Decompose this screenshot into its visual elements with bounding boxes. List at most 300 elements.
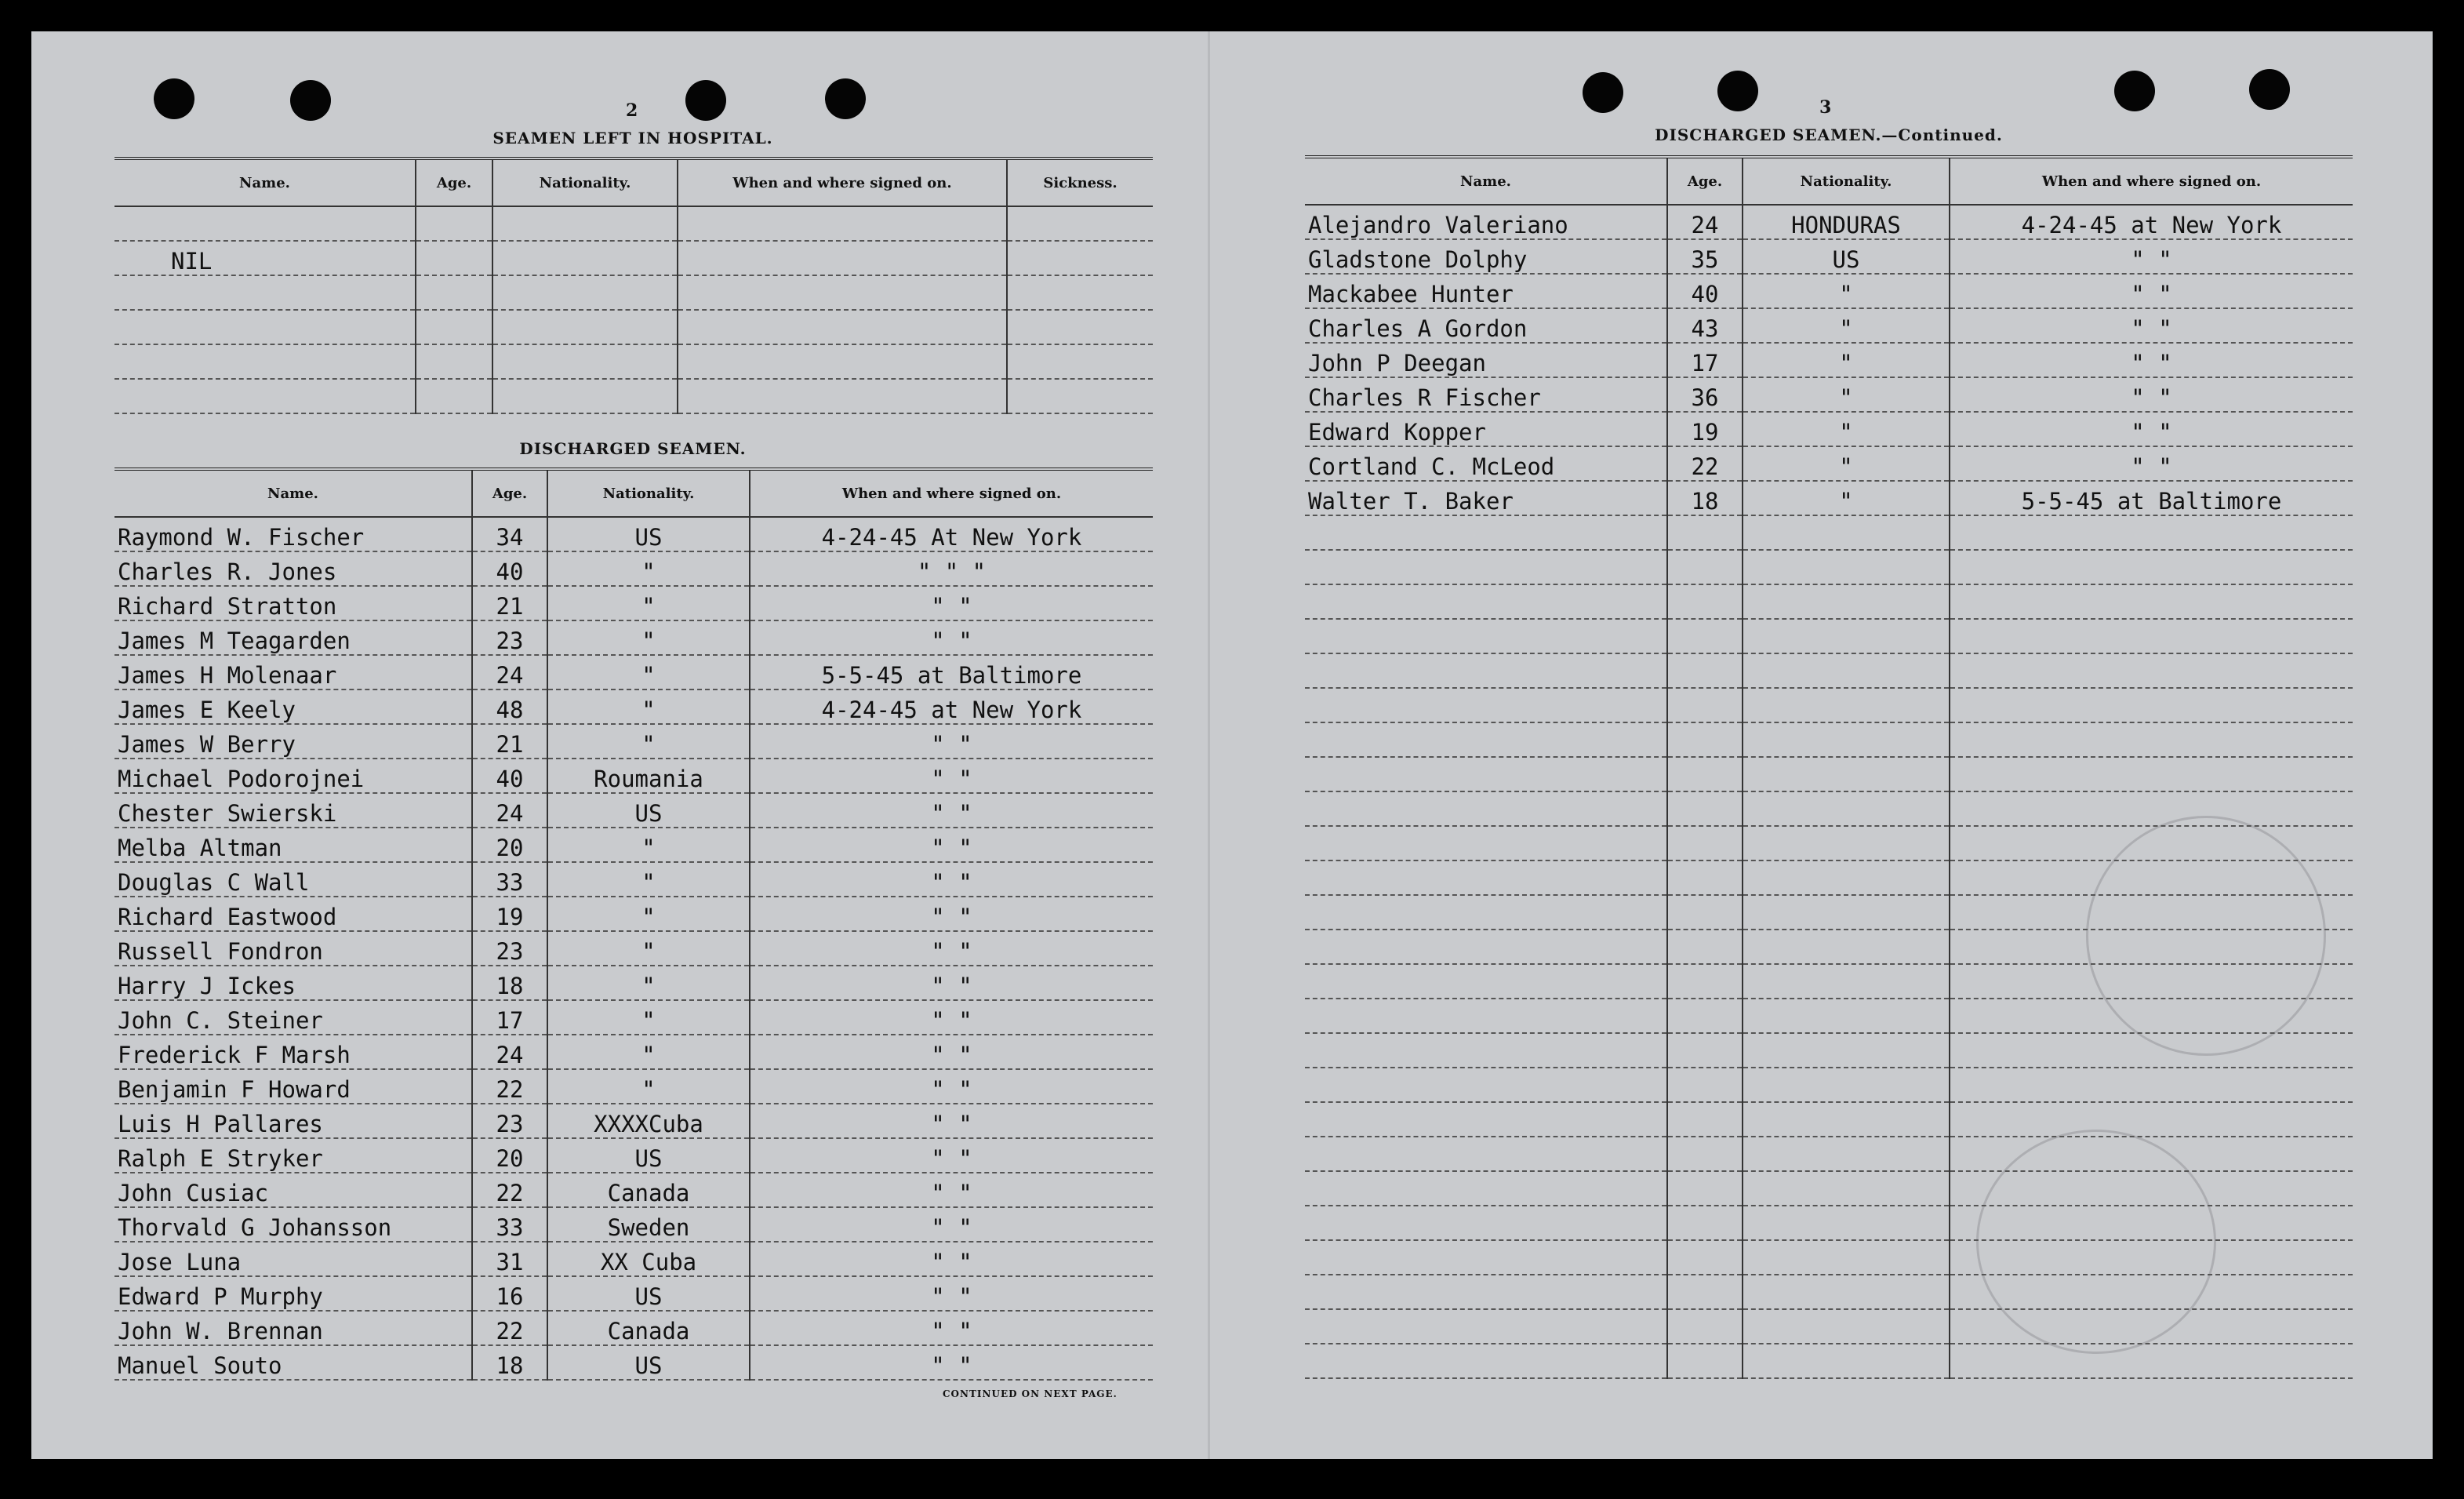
hospital-section-title: SEAMEN LEFT IN HOSPITAL. <box>492 129 773 147</box>
blank-cell <box>1743 1206 1950 1240</box>
seaman-age: 40 <box>472 551 547 586</box>
hospital-row <box>114 241 1153 275</box>
hospital-header-sickness: Sickness. <box>1007 158 1153 206</box>
seaman-age: 40 <box>472 759 547 793</box>
seaman-signed: " " <box>1950 239 2353 274</box>
seaman-row <box>114 793 1153 828</box>
hospital-row <box>114 344 1153 379</box>
blank-cell <box>1743 722 1950 757</box>
seaman-name: James H Molenaar <box>114 655 472 689</box>
blank-row <box>1305 584 2353 619</box>
seaman-nationality: " <box>1743 274 1950 308</box>
seaman-name: James E Keely <box>114 689 472 724</box>
blank-row <box>1305 930 2353 964</box>
seaman-signed: " " <box>750 931 1153 966</box>
blank-cell <box>1305 584 1667 619</box>
seaman-nationality: " <box>547 828 750 862</box>
seaman-age: 33 <box>472 862 547 897</box>
discharged-header-age: Age. <box>472 469 547 517</box>
blank-row <box>1305 1171 2353 1206</box>
blank-cell <box>1950 930 2353 964</box>
blank-cell <box>1950 619 2353 653</box>
blank-cell <box>1743 964 1950 999</box>
seaman-name: Edward P Murphy <box>114 1276 472 1311</box>
seaman-row <box>114 1069 1153 1104</box>
seaman-row <box>114 586 1153 620</box>
seaman-age: 21 <box>472 724 547 759</box>
blank-row <box>1305 688 2353 722</box>
blank-row <box>1305 1102 2353 1137</box>
seaman-nationality: " <box>547 724 750 759</box>
blank-cell <box>1305 1344 1667 1378</box>
blank-row <box>1305 619 2353 653</box>
blank-row <box>1305 550 2353 584</box>
seaman-nationality: " <box>547 897 750 931</box>
blank-cell <box>1743 1033 1950 1068</box>
seaman-name: Thorvald G Johansson <box>114 1207 472 1242</box>
blank-cell <box>1305 826 1667 860</box>
seaman-name: John Cusiac <box>114 1173 472 1207</box>
discharged-header-signed: When and where signed on. <box>1950 157 2353 205</box>
seaman-row <box>114 1035 1153 1069</box>
seaman-row <box>1305 343 2353 377</box>
seaman-age: 18 <box>1667 481 1743 515</box>
blank-cell <box>1950 964 2353 999</box>
blank-row <box>1305 1068 2353 1102</box>
seaman-age: 43 <box>1667 308 1743 343</box>
blank-cell <box>1743 930 1950 964</box>
seaman-name: Harry J Ickes <box>114 966 472 1000</box>
seaman-age: 16 <box>472 1276 547 1311</box>
blank-cell <box>1667 1171 1743 1206</box>
punch-hole <box>2114 71 2155 111</box>
blank-cell <box>1305 860 1667 895</box>
seaman-nationality: " <box>547 586 750 620</box>
blank-cell <box>1950 584 2353 619</box>
blank-cell <box>1305 1033 1667 1068</box>
blank-cell <box>1743 1171 1950 1206</box>
blank-cell <box>1305 1171 1667 1206</box>
blank-cell <box>1305 653 1667 688</box>
seaman-name: Chester Swierski <box>114 793 472 828</box>
page-number-right: 3 <box>1819 97 1832 118</box>
seaman-row <box>114 1173 1153 1207</box>
seaman-name: Alejandro Valeriano <box>1305 205 1667 239</box>
seaman-row <box>114 1104 1153 1138</box>
seaman-name: Walter T. Baker <box>1305 481 1667 515</box>
blank-cell <box>1743 757 1950 791</box>
blank-cell <box>1743 1137 1950 1171</box>
blank-cell <box>1305 619 1667 653</box>
punch-hole <box>1583 72 1623 113</box>
blank-cell <box>1305 791 1667 826</box>
seaman-nationality: " <box>547 655 750 689</box>
seaman-nationality: " <box>547 1069 750 1104</box>
blank-cell <box>1667 688 1743 722</box>
seaman-age: 18 <box>472 1345 547 1380</box>
seaman-age: 22 <box>472 1311 547 1345</box>
blank-cell <box>1950 999 2353 1033</box>
blank-cell <box>1667 895 1743 930</box>
blank-cell <box>1667 826 1743 860</box>
seaman-name: Cortland C. McLeod <box>1305 446 1667 481</box>
seaman-signed: 5-5-45 at Baltimore <box>750 655 1153 689</box>
seaman-signed: " " <box>750 1104 1153 1138</box>
punch-hole <box>2249 69 2290 110</box>
blank-cell <box>1950 1171 2353 1206</box>
blank-cell <box>1950 791 2353 826</box>
seaman-nationality: " <box>1743 446 1950 481</box>
discharged-section-title: DISCHARGED SEAMEN. <box>519 439 747 458</box>
blank-cell <box>1305 895 1667 930</box>
seaman-nationality: " <box>547 689 750 724</box>
punch-hole <box>825 78 866 119</box>
blank-cell <box>1743 1102 1950 1137</box>
seaman-row <box>114 724 1153 759</box>
blank-cell <box>1743 1240 1950 1275</box>
seaman-nationality: " <box>547 551 750 586</box>
punch-hole <box>685 80 726 121</box>
seaman-name: Jose Luna <box>114 1242 472 1276</box>
blank-cell <box>1305 1309 1667 1344</box>
seaman-nationality: Canada <box>547 1311 750 1345</box>
seaman-age: 22 <box>472 1173 547 1207</box>
seaman-row <box>114 966 1153 1000</box>
blank-cell <box>1305 1206 1667 1240</box>
blank-row <box>1305 1275 2353 1309</box>
blank-cell <box>1305 1068 1667 1102</box>
seaman-signed: " " <box>1950 308 2353 343</box>
seaman-signed: " " <box>1950 377 2353 412</box>
blank-cell <box>1950 1275 2353 1309</box>
blank-row <box>1305 722 2353 757</box>
blank-cell <box>1950 722 2353 757</box>
punch-hole <box>1717 71 1758 111</box>
seaman-signed: " " <box>750 1000 1153 1035</box>
blank-row <box>1305 1137 2353 1171</box>
blank-cell <box>1667 1137 1743 1171</box>
blank-row <box>1305 1206 2353 1240</box>
seaman-signed: 4-24-45 At New York <box>750 517 1153 551</box>
blank-cell <box>1667 1206 1743 1240</box>
discharged-header-signed: When and where signed on. <box>750 469 1153 517</box>
hospital-nil-entry: NIL <box>114 241 416 275</box>
hospital-header-row <box>114 158 1153 206</box>
seaman-age: 22 <box>472 1069 547 1104</box>
hospital-row <box>114 275 1153 310</box>
blank-row <box>1305 757 2353 791</box>
hospital-row <box>114 206 1153 241</box>
discharged-header-name: Name. <box>1305 157 1667 205</box>
seaman-age: 35 <box>1667 239 1743 274</box>
discharged-header-row <box>114 469 1153 517</box>
seaman-name: James W Berry <box>114 724 472 759</box>
seaman-row <box>1305 239 2353 274</box>
seaman-age: 17 <box>1667 343 1743 377</box>
seaman-nationality: US <box>547 517 750 551</box>
seaman-nationality: " <box>1743 343 1950 377</box>
blank-cell <box>1305 515 1667 550</box>
seaman-nationality: " <box>547 931 750 966</box>
seaman-name: John C. Steiner <box>114 1000 472 1035</box>
seaman-nationality: " <box>1743 308 1950 343</box>
blank-cell <box>1305 1102 1667 1137</box>
blank-cell <box>1667 860 1743 895</box>
seaman-name: Frederick F Marsh <box>114 1035 472 1069</box>
seaman-age: 21 <box>472 586 547 620</box>
seaman-row <box>1305 377 2353 412</box>
blank-cell <box>1743 688 1950 722</box>
blank-cell <box>1667 653 1743 688</box>
blank-cell <box>1667 757 1743 791</box>
seaman-signed: " " <box>750 620 1153 655</box>
blank-cell <box>1950 550 2353 584</box>
blank-cell <box>1305 999 1667 1033</box>
seaman-name: Mackabee Hunter <box>1305 274 1667 308</box>
blank-cell <box>1667 584 1743 619</box>
blank-cell <box>1950 1102 2353 1137</box>
seaman-signed: " " <box>1950 274 2353 308</box>
hospital-table <box>114 157 1153 414</box>
seaman-row <box>114 1000 1153 1035</box>
seaman-signed: " " <box>750 1173 1153 1207</box>
blank-cell <box>1305 930 1667 964</box>
seaman-row <box>114 1242 1153 1276</box>
seaman-age: 40 <box>1667 274 1743 308</box>
blank-cell <box>1950 826 2353 860</box>
blank-cell <box>1950 653 2353 688</box>
seaman-nationality: US <box>547 1345 750 1380</box>
blank-cell <box>1950 895 2353 930</box>
seaman-row <box>114 1138 1153 1173</box>
seaman-nationality: US <box>1743 239 1950 274</box>
seaman-name: Russell Fondron <box>114 931 472 966</box>
seaman-name: John W. Brennan <box>114 1311 472 1345</box>
seaman-row <box>114 655 1153 689</box>
seaman-signed: " " <box>750 1069 1153 1104</box>
seaman-age: 18 <box>472 966 547 1000</box>
blank-cell <box>1743 791 1950 826</box>
blank-cell <box>1743 584 1950 619</box>
blank-row <box>1305 1240 2353 1275</box>
blank-cell <box>1667 1309 1743 1344</box>
blank-cell <box>1305 1240 1667 1275</box>
blank-cell <box>1305 1137 1667 1171</box>
seaman-signed: " " <box>750 1311 1153 1345</box>
seaman-age: 48 <box>472 689 547 724</box>
blank-cell <box>1305 757 1667 791</box>
blank-cell <box>1950 1240 2353 1275</box>
blank-cell <box>1743 1068 1950 1102</box>
seaman-age: 23 <box>472 620 547 655</box>
discharged-table-right <box>1305 155 2353 1379</box>
seaman-row <box>114 759 1153 793</box>
seaman-nationality: US <box>547 1276 750 1311</box>
punch-hole <box>154 78 194 119</box>
seaman-signed: " " <box>750 966 1153 1000</box>
blank-row <box>1305 999 2353 1033</box>
seaman-nationality: " <box>547 1035 750 1069</box>
seaman-signed: " " <box>1950 412 2353 446</box>
blank-cell <box>1743 999 1950 1033</box>
seaman-age: 33 <box>472 1207 547 1242</box>
seaman-row <box>1305 308 2353 343</box>
blank-cell <box>1743 895 1950 930</box>
punch-hole <box>290 80 331 121</box>
blank-row <box>1305 791 2353 826</box>
seaman-name: Charles A Gordon <box>1305 308 1667 343</box>
discharged-rows-left <box>114 517 1153 1380</box>
discharged-table-left <box>114 468 1153 1381</box>
seaman-signed: " " <box>750 828 1153 862</box>
blank-cell <box>1667 791 1743 826</box>
seaman-age: 20 <box>472 1138 547 1173</box>
seaman-row <box>1305 274 2353 308</box>
blank-cell <box>1305 964 1667 999</box>
hospital-header-nationality: Nationality. <box>492 158 678 206</box>
seaman-signed: " " <box>1950 446 2353 481</box>
seaman-nationality: US <box>547 793 750 828</box>
seaman-row <box>114 517 1153 551</box>
seaman-signed: " " <box>750 1276 1153 1311</box>
seaman-signed: " " <box>750 1035 1153 1069</box>
blank-cell <box>1667 619 1743 653</box>
blank-cell <box>1950 1309 2353 1344</box>
seaman-name: Luis H Pallares <box>114 1104 472 1138</box>
blank-row <box>1305 1344 2353 1378</box>
blank-cell <box>1743 826 1950 860</box>
blank-cell <box>1305 722 1667 757</box>
blank-row <box>1305 1033 2353 1068</box>
seaman-nationality: " <box>547 620 750 655</box>
seaman-age: 24 <box>472 793 547 828</box>
seaman-name: Melba Altman <box>114 828 472 862</box>
blank-cell <box>1950 757 2353 791</box>
seaman-signed: " " <box>1950 343 2353 377</box>
blank-cell <box>1667 1344 1743 1378</box>
blank-cell <box>1950 1033 2353 1068</box>
seaman-name: Richard Eastwood <box>114 897 472 931</box>
blank-cell <box>1743 1275 1950 1309</box>
seaman-name: Edward Kopper <box>1305 412 1667 446</box>
seaman-nationality: HONDURAS <box>1743 205 1950 239</box>
blank-cell <box>1743 550 1950 584</box>
blank-cell <box>1667 722 1743 757</box>
seaman-signed: " " <box>750 1345 1153 1380</box>
blank-row <box>1305 964 2353 999</box>
seaman-signed: " " <box>750 862 1153 897</box>
blank-cell <box>1743 860 1950 895</box>
hospital-row <box>114 310 1153 344</box>
blank-row <box>1305 1309 2353 1344</box>
blank-cell <box>1950 1137 2353 1171</box>
seaman-row <box>1305 412 2353 446</box>
seaman-age: 23 <box>472 931 547 966</box>
seaman-nationality: " <box>1743 412 1950 446</box>
seaman-nationality: US <box>547 1138 750 1173</box>
blank-cell <box>1950 860 2353 895</box>
seaman-row <box>1305 446 2353 481</box>
blank-cell <box>1667 1033 1743 1068</box>
seaman-signed: 4-24-45 at New York <box>1950 205 2353 239</box>
blank-cell <box>1950 1206 2353 1240</box>
blank-row <box>1305 826 2353 860</box>
seaman-nationality: " <box>547 966 750 1000</box>
seaman-row <box>114 1311 1153 1345</box>
seaman-signed: 4-24-45 at New York <box>750 689 1153 724</box>
blank-row <box>1305 895 2353 930</box>
seaman-name: John P Deegan <box>1305 343 1667 377</box>
discharged-rows-right <box>1305 205 2353 1378</box>
blank-cell <box>1667 930 1743 964</box>
seaman-row <box>114 862 1153 897</box>
seaman-name: Raymond W. Fischer <box>114 517 472 551</box>
seaman-row <box>114 620 1153 655</box>
blank-row <box>1305 653 2353 688</box>
seaman-age: 19 <box>472 897 547 931</box>
seaman-age: 20 <box>472 828 547 862</box>
seaman-nationality: XX Cuba <box>547 1242 750 1276</box>
seaman-row <box>114 1345 1153 1380</box>
seaman-row <box>1305 481 2353 515</box>
blank-cell <box>1950 1344 2353 1378</box>
seaman-name: Gladstone Dolphy <box>1305 239 1667 274</box>
hospital-header-age: Age. <box>416 158 492 206</box>
seaman-name: Douglas C Wall <box>114 862 472 897</box>
seaman-row <box>114 689 1153 724</box>
seaman-nationality: " <box>547 1000 750 1035</box>
blank-cell <box>1667 1275 1743 1309</box>
seaman-age: 22 <box>1667 446 1743 481</box>
blank-cell <box>1305 550 1667 584</box>
seaman-nationality: Roumania <box>547 759 750 793</box>
seaman-nationality: Canada <box>547 1173 750 1207</box>
seaman-name: Benjamin F Howard <box>114 1069 472 1104</box>
blank-cell <box>1950 688 2353 722</box>
blank-cell <box>1667 964 1743 999</box>
seaman-age: 24 <box>472 1035 547 1069</box>
seaman-age: 24 <box>1667 205 1743 239</box>
seaman-age: 17 <box>472 1000 547 1035</box>
seaman-name: Manuel Souto <box>114 1345 472 1380</box>
discharged-continued-title: DISCHARGED SEAMEN.—Continued. <box>1655 126 2003 144</box>
discharged-header-row <box>1305 157 2353 205</box>
seaman-age: 23 <box>472 1104 547 1138</box>
blank-cell <box>1743 1309 1950 1344</box>
seaman-nationality: XXXXCuba <box>547 1104 750 1138</box>
seaman-signed: " " <box>750 793 1153 828</box>
blank-cell <box>1743 515 1950 550</box>
blank-cell <box>1667 515 1743 550</box>
hospital-header-signed: When and where signed on. <box>678 158 1007 206</box>
blank-cell <box>1667 1102 1743 1137</box>
seaman-age: 36 <box>1667 377 1743 412</box>
hospital-cell <box>114 206 416 241</box>
seaman-row <box>114 551 1153 586</box>
seaman-signed: " " <box>750 1242 1153 1276</box>
seaman-row <box>114 897 1153 931</box>
blank-cell <box>1667 999 1743 1033</box>
seaman-nationality: " <box>547 862 750 897</box>
blank-cell <box>1743 653 1950 688</box>
seaman-signed: " " <box>750 1207 1153 1242</box>
hospital-header-name: Name. <box>114 158 416 206</box>
seaman-name: Charles R Fischer <box>1305 377 1667 412</box>
blank-cell <box>1950 1068 2353 1102</box>
seaman-name: Richard Stratton <box>114 586 472 620</box>
seaman-age: 31 <box>472 1242 547 1276</box>
blank-cell <box>1667 1068 1743 1102</box>
